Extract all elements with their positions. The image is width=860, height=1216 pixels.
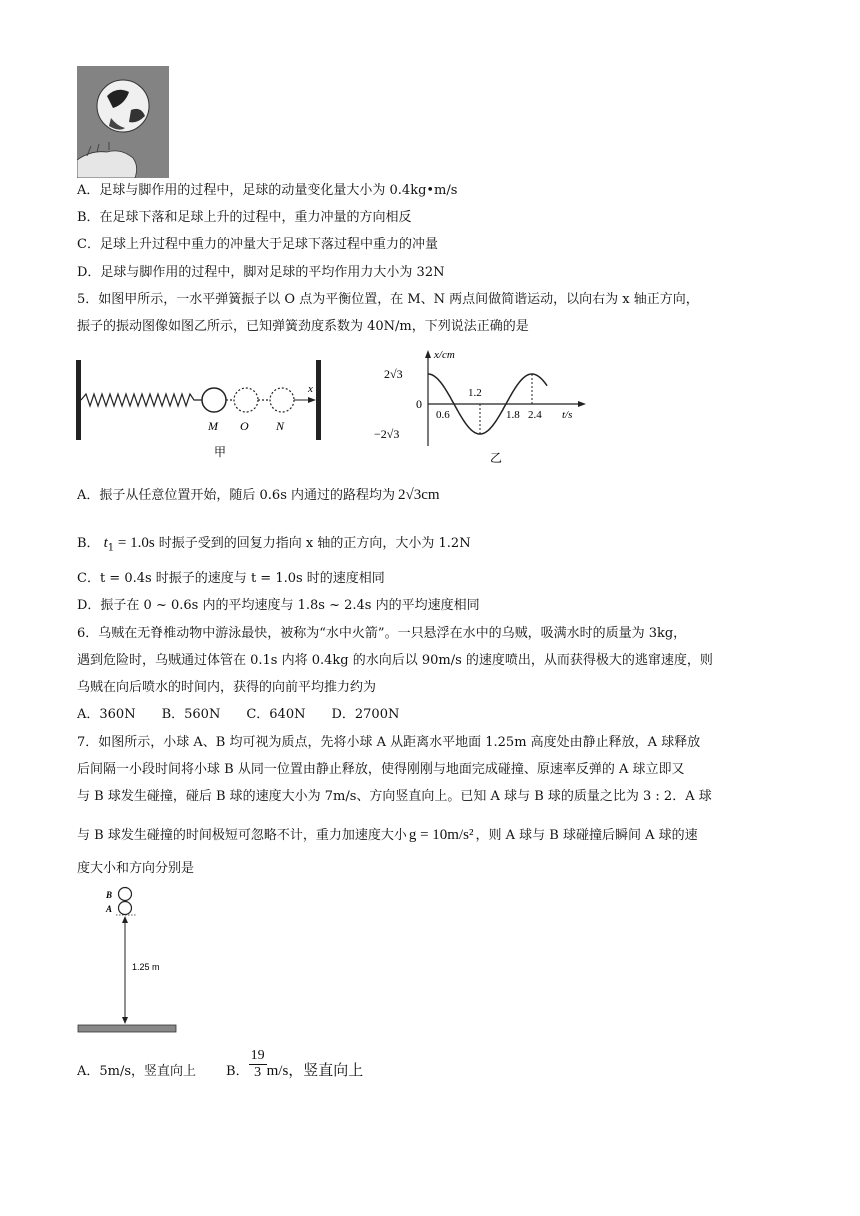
q7-options: A．5m/s，竖直向上 B． $\frac{19}{3}$ m/s，竖直向上 [77,1048,364,1080]
q6-option-d: D．2700N [331,707,400,722]
label-m: M [208,419,218,433]
q7-option-b-fraction: $\frac{19}{3}$ [250,1048,265,1080]
q6-option-c: C．640N [246,707,306,722]
y-tick-zero: 0 [416,397,422,411]
label-x: x [308,383,313,395]
x-tick-0.6: 0.6 [436,409,450,421]
height-label: 1.25 m [132,962,160,972]
label-o: O [240,419,249,433]
q5-option-b: B． $t_1 = 1.0s$ 时振子受到的回复力指向 x 轴的正方向，大小为 1.2N [77,535,471,554]
q7-line2: 后间隔一小段时间将小球 B 从同一位置由静止释放，使得刚刚与地面完成碰撞、原速率反弹的 A 球立即又 [77,762,685,777]
q6-option-a: A．360N [77,707,136,722]
q5-option-a: A．振子从任意位置开始，随后 0.6s 内通过的路程均为 2√3cm [77,487,440,503]
q4-option-d: D．足球与脚作用的过程中，脚对足球的平均作用力大小为 32N [77,265,445,280]
y-tick-top: 2√3 [384,367,403,381]
x-tick-1.8: 1.8 [506,409,520,421]
caption-jia: 甲 [214,445,227,459]
q6-line3: 乌贼在向后喷水的时间内，获得的向前平均推力约为 [77,680,377,695]
ball-drop-figure [76,882,186,1038]
q5-stem-line1: 5．如图甲所示，一水平弹簧振子以 O 点为平衡位置，在 M、N 两点间做简谐运动，以向右为 x 轴正方向， [77,292,699,307]
graph-axes [425,350,586,446]
q4-option-c: C．足球上升过程中重力的冲量大于足球下落过程中重力的冲量 [77,237,438,252]
x-tick-1.2: 1.2 [468,387,482,399]
q6-line1: 6．乌贼在无脊椎动物中游泳最快，被称为“水中火箭”。一只悬浮在水中的乌贼，吸满水时的质量为 3kg， [77,626,687,641]
q4-option-b: B．在足球下落和足球上升的过程中，重力冲量的方向相反 [77,210,412,225]
q7-option-a: A．5m/s，竖直向上 [77,1064,197,1079]
q7-line4: 与 B 球发生碰撞的时间极短可忽略不计，重力加速度大小 g = 10m/s² ，则 A 球与 B 球碰撞后瞬间 A 球的速 [77,827,698,843]
football-photo [77,66,169,178]
q6-options [77,706,399,724]
q6-option-b: B．560N [161,707,221,722]
q5-stem-line2: 振子的振动图像如图乙所示，已知弹簧劲度系数为 40N/m，下列说法正确的是 [77,319,529,334]
label-a: A [106,904,113,914]
q7-line4-math: g = 10m/s² [408,827,474,843]
x-axis-label: t/s [562,409,573,421]
q6-line2: 遇到危险时，乌贼通过体管在 0.1s 内将 0.4kg 的水向后以 90m/s 的速度喷出，从而获得极大的逃窜速度，则 [77,653,713,668]
label-n: N [276,419,285,433]
q5-option-c: C．t = 0.4s 时振子的速度与 t = 1.0s 时的速度相同 [77,571,385,586]
label-b: B [106,890,113,900]
q7-line3: 与 B 球发生碰撞，碰后 B 球的速度大小为 7m/s、方向竖直向上。已知 A 球与 B 球的质量之比为 3 : 2．A 球 [77,789,712,804]
x-tick-2.4: 2.4 [528,409,542,421]
spring-oscillator-figure [72,352,332,462]
caption-yi: 乙 [490,451,503,465]
q7-line1: 7．如图所示，小球 A、B 均可视为质点，先将小球 A 从距离水平地面 1.25m 高度处由静止释放，A 球释放 [77,735,701,750]
vibration-graph [364,342,594,468]
y-tick-bottom: −2√3 [374,427,400,441]
q5-option-a-math: 2√3cm [398,487,440,503]
q7-line5: 度大小和方向分别是 [77,861,195,876]
q5-option-d: D．振子在 0 ~ 0.6s 内的平均速度与 1.8s ~ 2.4s 内的平均速度相同 [77,598,480,613]
q4-option-a: A．足球与脚作用的过程中，足球的动量变化量大小为 0.4kg•m/s [77,183,458,198]
y-axis-label: x/cm [434,349,455,361]
